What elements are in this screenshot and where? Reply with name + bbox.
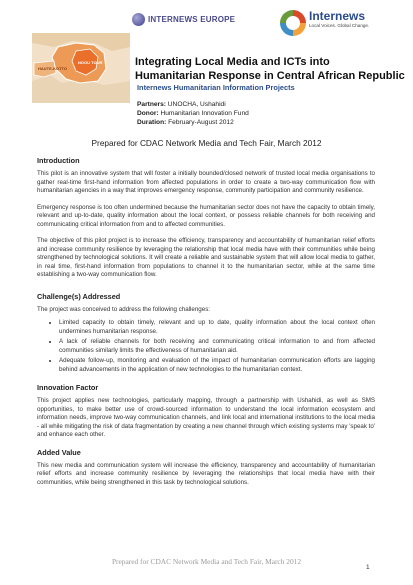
added-value-heading: Added Value	[37, 447, 81, 457]
map-area-label: NGOU TOUR	[78, 60, 103, 65]
globe-icon	[132, 13, 145, 26]
prepared-for-line: Prepared for CDAC Network Media and Tech Fair, March 2012	[91, 138, 322, 148]
partners-label: Partners:	[137, 101, 166, 108]
page-footer: Prepared for CDAC Network Media and Tech Fair, March 2012	[111, 557, 302, 566]
car-map-image	[32, 33, 130, 103]
donor-row	[137, 109, 249, 118]
internews-tagline: Local Voices. Global Change.	[309, 23, 370, 28]
page-number: 1	[366, 564, 370, 571]
challenges-intro: The project was conceived to address the following challenges:	[37, 305, 211, 313]
internews-wordmark: Internews	[309, 9, 366, 23]
donor-label: Donor:	[137, 110, 159, 117]
introduction-heading: Introduction	[37, 156, 80, 165]
internews-logo	[280, 10, 369, 36]
introduction-paragraph-2: Emergency response is too often undermined because the humanitarian sector does not have the capacity to obtain timely, relevant and up-to-date, quality information about the local context, or possess reliable channels for both receiving and communicating critical information from and to affected communities.	[37, 203, 375, 228]
map-region-label: HAUTE-KOTTO	[38, 66, 68, 71]
innovation-paragraph: This project applies new technologies, particularly mapping, through a partnership with Ushahidi, as well as SMS opportunities, to make better use of crowd-sourced information to understand the local information ecosystem and information needs, improve two-way communication channels, and link local and international institutions to the local media - all while mitigating the risk of data fragmentation by creating a new channel through which existing systems may 'speak to' and enhance each other.	[37, 397, 375, 438]
internews-europe-logo	[132, 12, 235, 26]
partners-value: UNOCHA, Ushahidi	[167, 101, 226, 108]
duration-value: February-August 2012	[168, 119, 234, 126]
list-item: • Adequate follow-up, monitoring and evaluation of the impact of humanitarian communication efforts are lagging behind advancements in the application of new technologies to the humanitarian context.	[59, 357, 375, 374]
duration-row	[137, 118, 249, 127]
duration-label: Duration:	[137, 119, 167, 126]
added-value-paragraph: This new media and communication system will increase the efficiency, transparency and accountability of humanitarian relief efforts and increase community resilience by leveraging the relationships that local media have with their communities, while being strengthened in this task by technological solutions.	[37, 461, 375, 486]
list-item: • Limited capacity to obtain timely, relevant and up to date, quality information about the local context often undermines humanitarian response.	[59, 319, 375, 336]
donor-value: Humanitarian Innovation Fund	[160, 110, 249, 117]
title-line-2: Humanitarian Response in Central African Republic	[135, 70, 405, 82]
innovation-heading: Innovation Factor	[37, 383, 99, 392]
document-subtitle: Internews Humanitarian Information Projects	[137, 83, 295, 92]
challenges-heading: Challenge(s) Addressed	[37, 291, 121, 301]
project-meta	[137, 100, 249, 127]
document-title	[135, 55, 407, 83]
partners-row	[137, 100, 249, 109]
challenges-list	[37, 319, 375, 374]
internews-europe-wordmark: INTERNEWS EUROPE	[148, 14, 236, 24]
document-body	[37, 156, 375, 495]
internews-ring-icon	[280, 10, 306, 36]
introduction-paragraph-3: The objective of this pilot project is to increase the efficiency, transparency and accountability of humanitarian relief efforts and increase community resilience by leveraging the relationship that local media have with their communities while being strengthened by technological solutions. It will create a reliable and sustainable system that will allow local media to gather, in real time, first-hand information from populations to channel it to the humanitarian sector, while at the same time establishing a two-way communication flow.	[37, 237, 375, 278]
title-line-1: Integrating Local Media and ICTs into	[135, 56, 330, 68]
introduction-paragraph-1: This pilot is an innovative system that will foster a initially bounded/closed network of trusted local media organisations to gather real-time first-hand information from affected populations in order to create a two-way communication flow with humanitarian agencies in a way that improves emergency response, community participation and community resilience.	[37, 170, 375, 194]
list-item: • A lack of reliable channels for both receiving and communicating critical information to and from affected communities similarly limits the effectiveness of humanitarian aid.	[59, 338, 375, 355]
